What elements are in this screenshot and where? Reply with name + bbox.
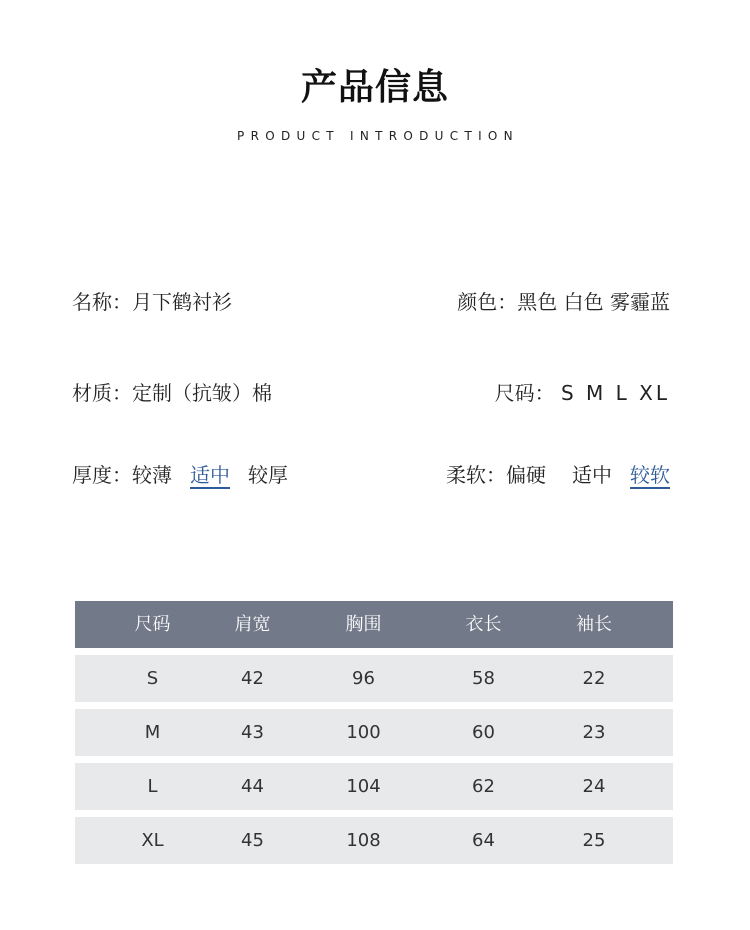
table-cell: S (146, 668, 159, 689)
table-cell: 104 (346, 776, 381, 797)
table-row (75, 817, 673, 864)
product-name-value: 月下鹤衬衫 (132, 290, 232, 314)
product-color-value: 黑色 白色 雾霾蓝 (517, 290, 670, 314)
table-cell: M (144, 722, 161, 743)
table-cell: 96 (352, 668, 375, 689)
thickness-label: 厚度： (72, 463, 132, 487)
table-cell: 42 (241, 668, 264, 689)
page-title: 产品信息 (300, 67, 449, 108)
page-subtitle: PRODUCT INTRODUCTION (237, 129, 519, 143)
table-row (75, 709, 673, 756)
table-cell: 45 (241, 830, 264, 851)
product-size-label: 尺码： (494, 381, 555, 405)
product-softness (446, 458, 670, 492)
product-material-label: 材质： (72, 381, 132, 405)
table-cell: 43 (241, 722, 264, 743)
table-cell: 22 (582, 668, 606, 689)
header-sleeve: 袖长 (576, 614, 612, 635)
product-name-label: 名称： (72, 290, 132, 314)
product-material (72, 376, 272, 410)
header-chest: 胸围 (345, 614, 382, 635)
header-size: 尺码 (134, 614, 171, 635)
table-cell: L (147, 776, 158, 797)
product-size-value: S M L XL (560, 381, 670, 405)
table-cell: 24 (582, 776, 606, 797)
header-shoulder: 肩宽 (234, 614, 271, 635)
thickness-option-thick: 较厚 (248, 463, 288, 487)
size-table-header (75, 601, 673, 648)
table-cell: 108 (346, 830, 381, 851)
section-header (0, 64, 750, 144)
info-row-1 (0, 285, 750, 319)
thickness-option-thin: 较薄 (132, 463, 172, 487)
info-row-2 (0, 376, 750, 410)
softness-option-hard: 偏硬 (506, 463, 546, 487)
product-color (457, 285, 670, 319)
table-cell: 23 (582, 722, 606, 743)
table-cell: 100 (346, 722, 381, 743)
table-cell: 25 (582, 830, 606, 851)
softness-option-soft: 较软 (630, 463, 670, 487)
table-cell: 64 (472, 830, 495, 851)
product-size (495, 376, 670, 410)
info-row-3 (0, 458, 750, 492)
softness-option-medium: 适中 (572, 463, 612, 487)
table-row (75, 763, 673, 810)
product-color-label: 颜色： (457, 290, 518, 314)
table-cell: 58 (472, 668, 495, 689)
product-name (72, 285, 232, 319)
size-table (75, 601, 673, 864)
table-cell: 44 (241, 776, 264, 797)
thickness-option-medium: 适中 (190, 463, 230, 487)
product-material-value: 定制（抗皱）棉 (132, 381, 272, 405)
header-length: 衣长 (465, 614, 502, 635)
product-thickness (72, 458, 288, 492)
table-cell: 60 (472, 722, 495, 743)
softness-label: 柔软： (446, 463, 506, 487)
table-cell: XL (141, 830, 164, 851)
table-row (75, 655, 673, 702)
table-cell: 62 (472, 776, 495, 797)
